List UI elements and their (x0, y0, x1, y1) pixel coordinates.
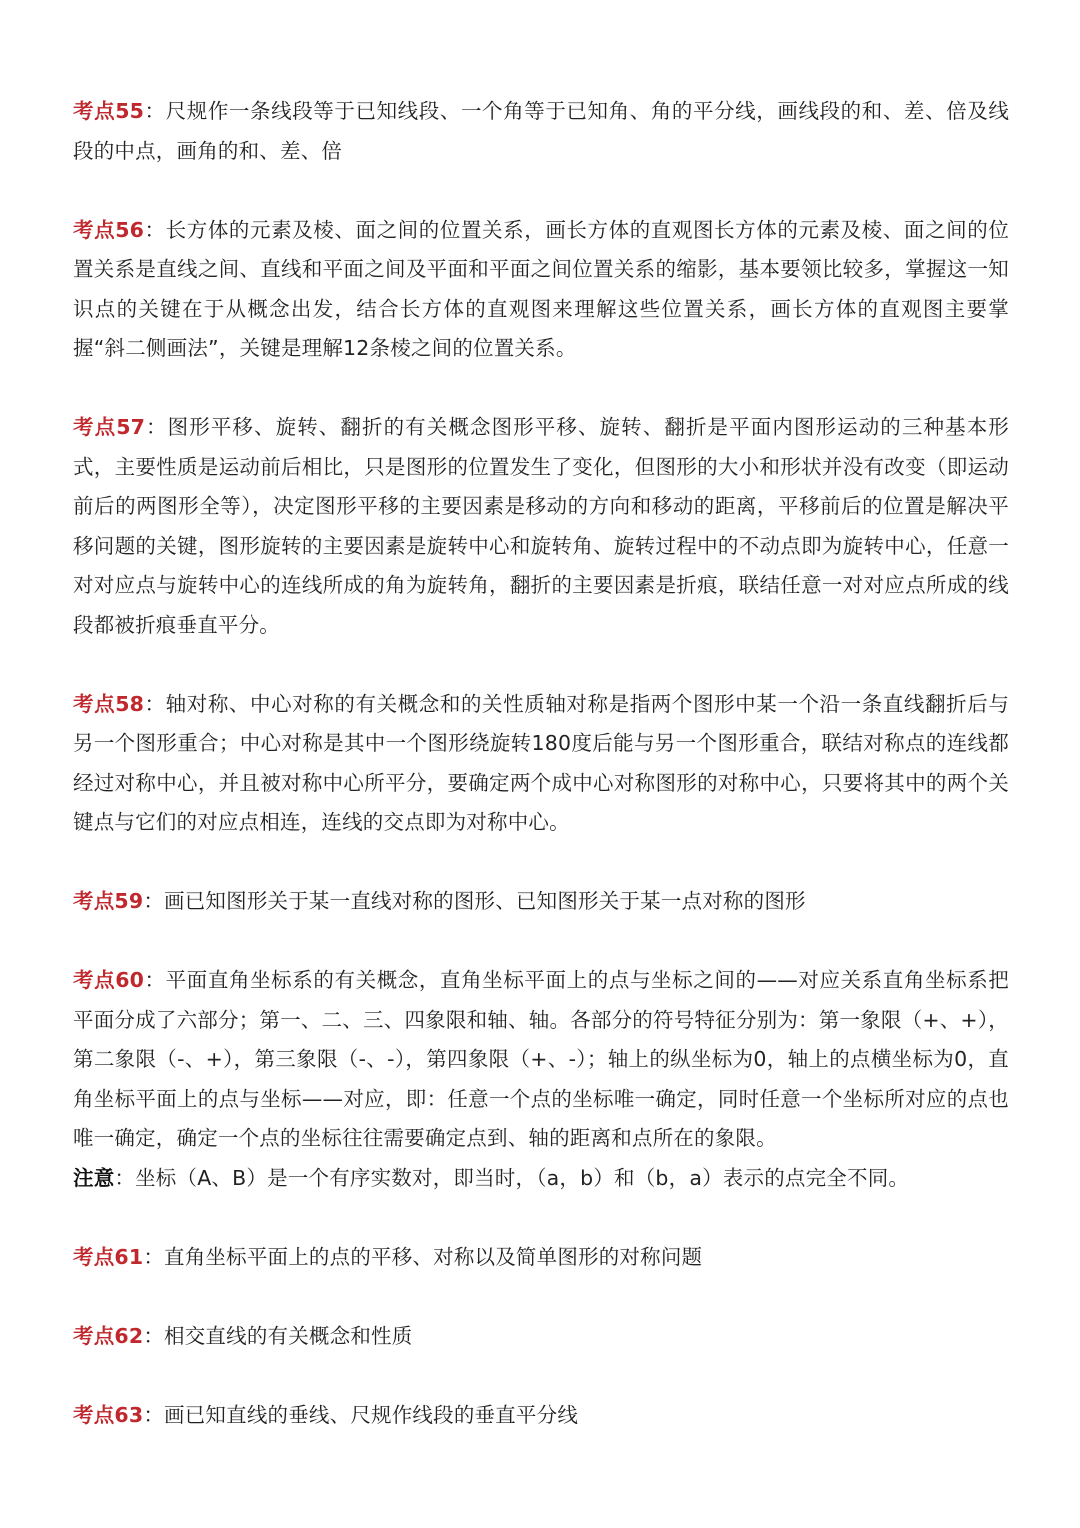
separator: ： (144, 217, 166, 242)
separator: ： (144, 99, 166, 123)
point-label: 考点60 (73, 968, 145, 992)
separator: ： (143, 889, 165, 913)
point-text: 平面直角坐标系的有关概念，直角坐标平面上的点与坐标之间的——对应关系直角坐标系把平面分成了六部分；第一、二、三、四象限和轴、轴。各部分的符号特征分别为：第一象限（+、+），第二象限（-、+），第三象限（-、-），第四象限（+、-）；轴上的纵坐标为0，轴上的点横坐标为0，直角坐标平面上的点与坐标——对应，即：任意一个点的坐标唯一确定，同时任意一个坐标所对应的点也唯一确定，确定一个点的坐标往往需要确定点到、轴的距离和点所在的象限。 (73, 968, 1010, 1150)
separator: ： (143, 1402, 165, 1427)
point-text: 图形平移、旋转、翻折的有关概念图形平移、旋转、翻折是平面内图形运动的三种基本形式，主要性质是运动前后相比，只是图形的位置发生了变化，但图形的大小和形状并没有改变（即运动前后的两图形全等），决定图形平移的主要因素是移动的方向和移动的距离，平移前后的位置是解决平移问题的关键，图形旋转的主要因素是旋转中心和旋转角、旋转过程中的不动点即为旋转中心，任意一对对应点与旋转中心的连线所成的角为旋转角，翻折的主要因素是折痕，联结任意一对对应点所成的线段都被折痕垂直平分。 (73, 415, 1009, 637)
point-label: 考点59 (73, 889, 144, 913)
spacer (73, 1356, 1009, 1396)
spacer (73, 1277, 1009, 1317)
separator: ： (143, 1244, 165, 1269)
point-55 (73, 92, 1009, 171)
point-56 (73, 211, 1009, 369)
point-text: 尺规作一条线段等于已知线段、一个角等于已知角、角的平分线，画线段的和、差、倍及线段的中点，画角的和、差、倍 (73, 99, 1010, 163)
point-label: 考点56 (73, 217, 145, 242)
point-58 (73, 685, 1009, 843)
point-63 (73, 1396, 1009, 1436)
point-label: 考点55 (73, 99, 145, 123)
spacer (73, 369, 1009, 409)
separator: ： (144, 691, 166, 716)
point-label: 考点58 (73, 691, 145, 716)
point-text: 画已知直线的垂线、尺规作线段的垂直平分线 (164, 1402, 579, 1427)
point-label: 考点63 (73, 1402, 144, 1427)
separator: ： (143, 1323, 165, 1348)
separator: ： (145, 415, 168, 439)
spacer (73, 1198, 1009, 1238)
spacer (73, 843, 1009, 883)
point-text: 轴对称、中心对称的有关概念和的关性质轴对称是指两个图形中某一个沿一条直线翻折后与另一个图形重合；中心对称是其中一个图形绕旋转180度后能与另一个图形重合，联结对称点的连线都经过对称中心，并且被对称中心所平分，要确定两个成中心对称图形的对称中心，只要将其中的两个关键点与它们的对应点相连，连线的交点即为对称中心。 (73, 691, 1010, 834)
spacer (73, 645, 1009, 685)
point-text: 长方体的元素及棱、面之间的位置关系，画长方体的直观图长方体的元素及棱、面之间的位置关系是直线之间、直线和平面之间及平面和平面之间位置关系的缩影，基本要领比较多，掌握这一知识点的关键在于从概念出发，结合长方体的直观图来理解这些位置关系，画长方体的直观图主要掌握“斜二侧画法”，关键是理解12条棱之间的位置关系。 (73, 217, 1010, 360)
separator: ： (144, 968, 166, 992)
point-59 (73, 882, 1009, 922)
point-label: 考点62 (73, 1323, 144, 1348)
document-body (73, 92, 1009, 1435)
note-label: 注意 (73, 1165, 115, 1190)
point-57 (73, 408, 1009, 645)
point-62 (73, 1317, 1009, 1357)
point-text: 直角坐标平面上的点的平移、对称以及简单图形的对称问题 (164, 1244, 703, 1269)
separator: ： (114, 1165, 136, 1190)
spacer (73, 171, 1009, 211)
point-label: 考点61 (73, 1244, 144, 1269)
point-text: 画已知图形关于某一直线对称的图形、已知图形关于某一点对称的图形 (164, 889, 806, 913)
point-61 (73, 1238, 1009, 1278)
note-text: 坐标（A、B）是一个有序实数对，即当时，（a，b）和（b，a）表示的点完全不同。 (135, 1165, 910, 1190)
point-60 (73, 961, 1009, 1159)
spacer (73, 922, 1009, 962)
point-text: 相交直线的有关概念和性质 (164, 1323, 413, 1348)
point-label: 考点57 (73, 415, 146, 439)
note (73, 1159, 1009, 1199)
